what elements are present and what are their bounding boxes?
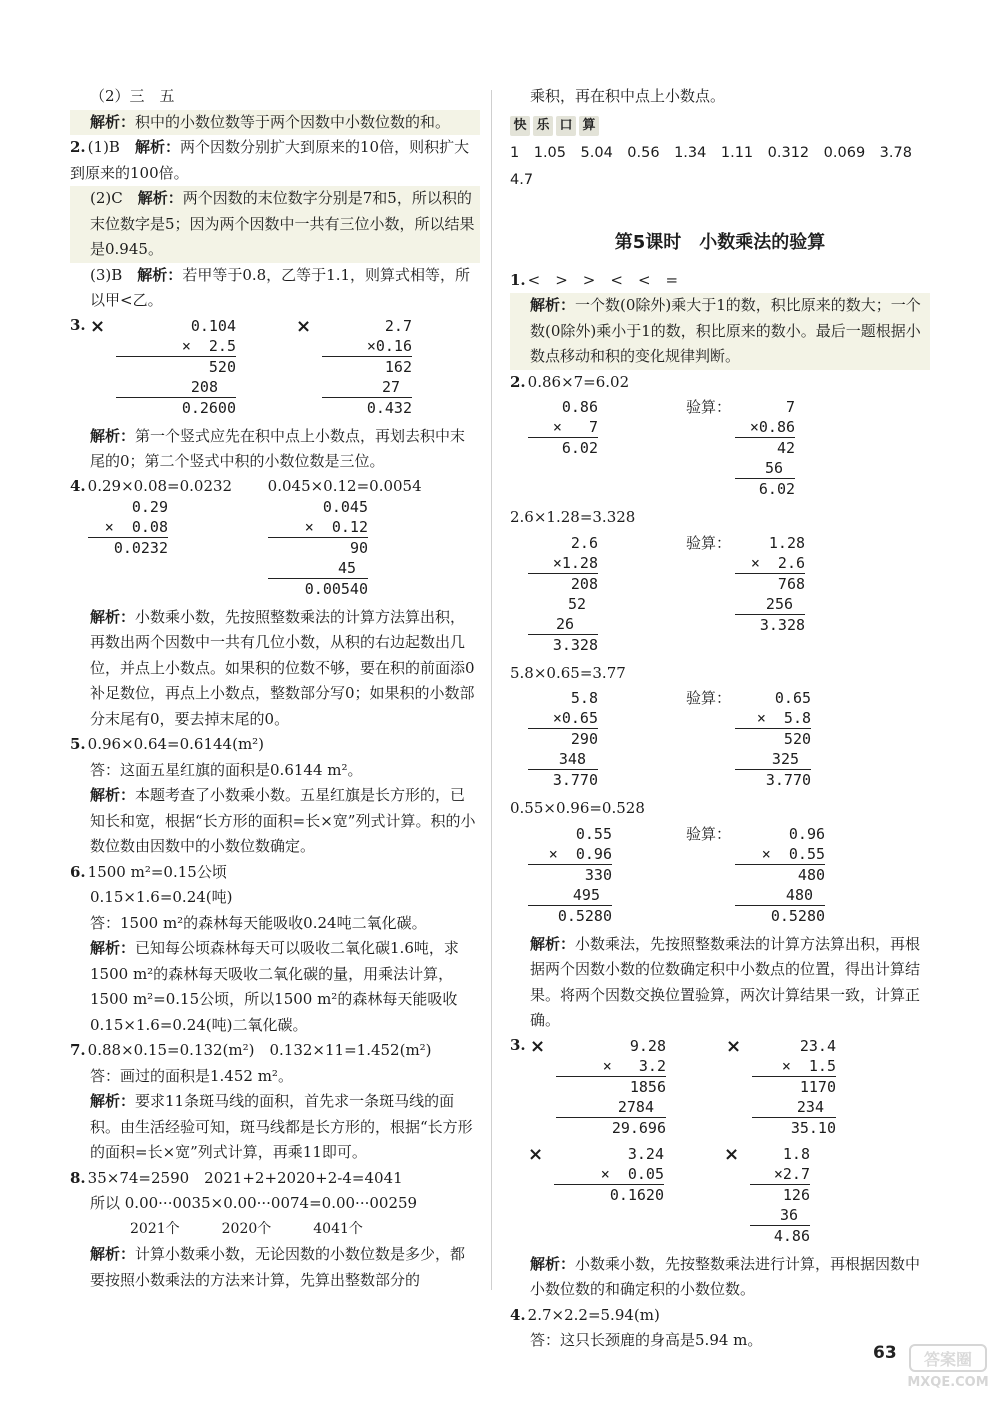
watermark-logo-icon <box>880 1343 990 1391</box>
vertical-calc: 0.045 × 0.12 90 45 0.00540 <box>268 497 368 599</box>
question-2: 2. (1)B 解析：两个因数分别扩大到原来的10倍，则积扩大到原来的100倍。 <box>70 138 470 182</box>
column-divider <box>491 90 492 1290</box>
vertical-calc: 7 ×0.86 42 56 6.02 <box>735 397 795 499</box>
oral-calc-tag: 快 乐 口 算 <box>510 116 599 136</box>
answer: 答：这面五星红旗的面积是0.6144 m²。 <box>90 760 363 779</box>
vertical-calc: 5.8 ×0.65 290 348 3.770 <box>528 688 598 790</box>
verify-label: 验算： <box>686 533 732 552</box>
question-3: 3. × 0.104 × 2.5 520 208 0.2600 × 2.7 ×0.16 162 27 0.432 <box>70 315 412 417</box>
analysis: 解析：一个数(0除外)乘大于1的数，积比原来的数大；一个数(0除外)乘小于1的数，积比原来的数小。最后一题根据小数点移动和积的变化规律判断。 <box>510 293 930 370</box>
verify-label: 验算： <box>686 824 732 843</box>
vertical-calc: 1.8 ×2.7 126 36 4.86 <box>750 1144 810 1246</box>
equation: 5.8×0.65=3.77 <box>510 663 626 682</box>
question-7: 7. 0.88×0.15=0.132(m²) 0.132×11=1.452(m²) <box>70 1041 432 1059</box>
question-3b <box>510 1144 930 1246</box>
calc-pair <box>510 397 930 499</box>
calc-pair <box>510 533 930 655</box>
wrong-mark-icon: × <box>90 315 106 337</box>
svg-text:MXQE.COM: MXQE.COM <box>907 1375 989 1390</box>
vertical-calc: 1.28 × 2.6 768 256 3.328 <box>735 533 805 635</box>
verify-label: 验算： <box>686 398 732 416</box>
right-column <box>510 84 930 1354</box>
verify-label: 验算： <box>686 689 732 707</box>
answer: 答：1500 m²的森林每天能吸收0.24吨二氧化碳。 <box>90 913 427 932</box>
vertical-calc: 0.55 × 0.96 330 495 0.5280 <box>528 824 612 926</box>
question-1: 1. < > > < < = <box>510 270 679 289</box>
continued-text: 乘积，再在积中点上小数点。 <box>530 87 726 105</box>
question-2-3: (3)B 解析：若甲等于0.8，乙等于1.1，则算式相等，所以甲<乙。 <box>90 265 471 309</box>
question-2-2: (2)C 解析：两个因数的末位数字分别是7和5，所以积的末位数字是5；因为两个因数中一共有三位小数，所以结果是0.945。 <box>70 186 480 263</box>
vertical-calc: 0.104 × 2.5 520 208 0.2600 <box>116 316 236 418</box>
vertical-calc: 0.86 × 7 6.02 <box>528 397 598 458</box>
answer: 答：画过的面积是1.452 m²。 <box>90 1066 293 1085</box>
vertical-calc: 0.96 × 0.55 480 480 0.5280 <box>735 824 825 926</box>
calc-pair <box>510 824 930 926</box>
analysis: 解析：要求11条斑马线的面积，首先求一条斑马线的面积。由生活经验可知，斑马线都是长方形的，根据“长方形的面积=长×宽”列式计算，再乘11即可。 <box>90 1092 473 1161</box>
vertical-calc: 2.6 ×1.28 208 52 26 3.328 <box>528 533 598 655</box>
calc-pair <box>510 688 930 790</box>
wrong-mark-icon: × <box>530 1035 546 1057</box>
question-4-calcs <box>70 497 480 599</box>
analysis: 解析：本题考查了小数乘小数。五星红旗是长方形的，已知长和宽，根据“长方形的面积=长×宽”列式计算。积的小数位数由因数中的小数位数确定。 <box>90 786 476 855</box>
question-5: 5. 0.96×0.64=0.6144(m²) <box>70 735 265 753</box>
vertical-calc: 0.29 × 0.08 0.0232 <box>88 497 168 558</box>
question-3: 3. × 9.28 × 3.2 1856 2784 29.696 × 23.4 × 1.5 1170 234 35.10 <box>510 1035 836 1137</box>
wrong-mark-icon: × <box>296 315 312 337</box>
question-6: 6. 1500 m²=0.15公顷 <box>70 862 227 881</box>
vertical-calc: 9.28 × 3.2 1856 2784 29.696 <box>556 1036 666 1138</box>
oral-answers: 1 1.05 5.04 0.56 1.34 1.11 0.312 0.069 3.78 4.7 <box>510 144 927 188</box>
wrong-mark-icon: × <box>726 1035 742 1057</box>
vertical-calc: 0.65 × 5.8 520 325 3.770 <box>735 688 811 790</box>
equation: 所以 0.00···0035×0.00···0074=0.00···00259 <box>90 1194 418 1212</box>
wrong-mark-icon: × <box>724 1143 740 1165</box>
wrong-mark-icon: × <box>528 1143 544 1165</box>
vertical-calc: 3.24 × 0.05 0.1620 <box>554 1144 664 1205</box>
answer: 答：这只长颈鹿的身高是5.94 m。 <box>530 1331 763 1349</box>
question-4: 4. 0.29×0.08=0.0232 0.045×0.12=0.0054 <box>70 476 422 495</box>
analysis: 解析：小数乘法，先按照整数乘法的计算方法算出积，再根据两个因数小数的位数确定积中小数点的位置，得出计算结果。将两个因数交换位置验算，两次计算结果一致，计算正确。 <box>530 934 921 1029</box>
vertical-calc: 2.7 ×0.16 162 27 0.432 <box>322 316 412 418</box>
question-4: 4. 2.7×2.2=5.94(m) <box>510 1305 660 1324</box>
analysis: 解析：小数乘小数，先按整数乘法进行计算，再根据因数中小数位数的和确定积的小数位数。 <box>530 1254 921 1298</box>
equation: 0.15×1.6=0.24(吨) <box>90 888 233 906</box>
equation: 0.55×0.96=0.528 <box>510 799 645 817</box>
section-title: 第5课时 小数乘法的验算 <box>614 231 826 253</box>
equation: 2.6×1.28=3.328 <box>510 508 636 526</box>
vertical-calc: 23.4 × 1.5 1170 234 35.10 <box>752 1036 836 1138</box>
analysis: 解析：小数乘小数，先按照整数乘法的计算方法算出积，再数出两个因数中一共有几位小数，从积的右边起数出几位，并点上小数点。如果积的位数不够，要在积的前面添0补足数位，再点上小数点，整数部分写0；如果积的小数部分末尾有0，要去掉末尾的0。 <box>90 607 475 728</box>
question-2: 2. 0.86×7=6.02 <box>510 372 630 391</box>
question-8: 8. 35×74=2590 2021+2+2020+2-4=4041 <box>70 1168 403 1187</box>
svg-text:答案圈: 答案圈 <box>923 1350 973 1369</box>
analysis: 解析：第一个竖式应先在积中点上小数点，再划去积中末尾的0；第二个竖式中积的小数位数是三位。 <box>90 426 466 470</box>
analysis: 解析：计算小数乘小数，无论因数的小数位数是多少，都要按照小数乘法的方法来计算，先算出整数部分的 <box>90 1245 466 1289</box>
analysis: 解析：积中的小数位数等于两个因数中小数位数的和。 <box>70 110 480 136</box>
analysis: 解析：已知每公顷森林每天可以吸收二氧化碳1.6吨，求1500 m²的森林每天吸收二氧化碳的量，用乘法计算，1500 m²=0.15公顷，所以1500 m²的森林每天能吸收0.15×1.6=0.24(吨)二氧化碳。 <box>90 939 459 1034</box>
left-column <box>70 84 480 1293</box>
digit-counts: 2021个 2020个 4041个 <box>130 1220 363 1237</box>
page-number: 63 <box>873 1343 897 1363</box>
answer-line: （2）三 五 <box>90 87 175 105</box>
